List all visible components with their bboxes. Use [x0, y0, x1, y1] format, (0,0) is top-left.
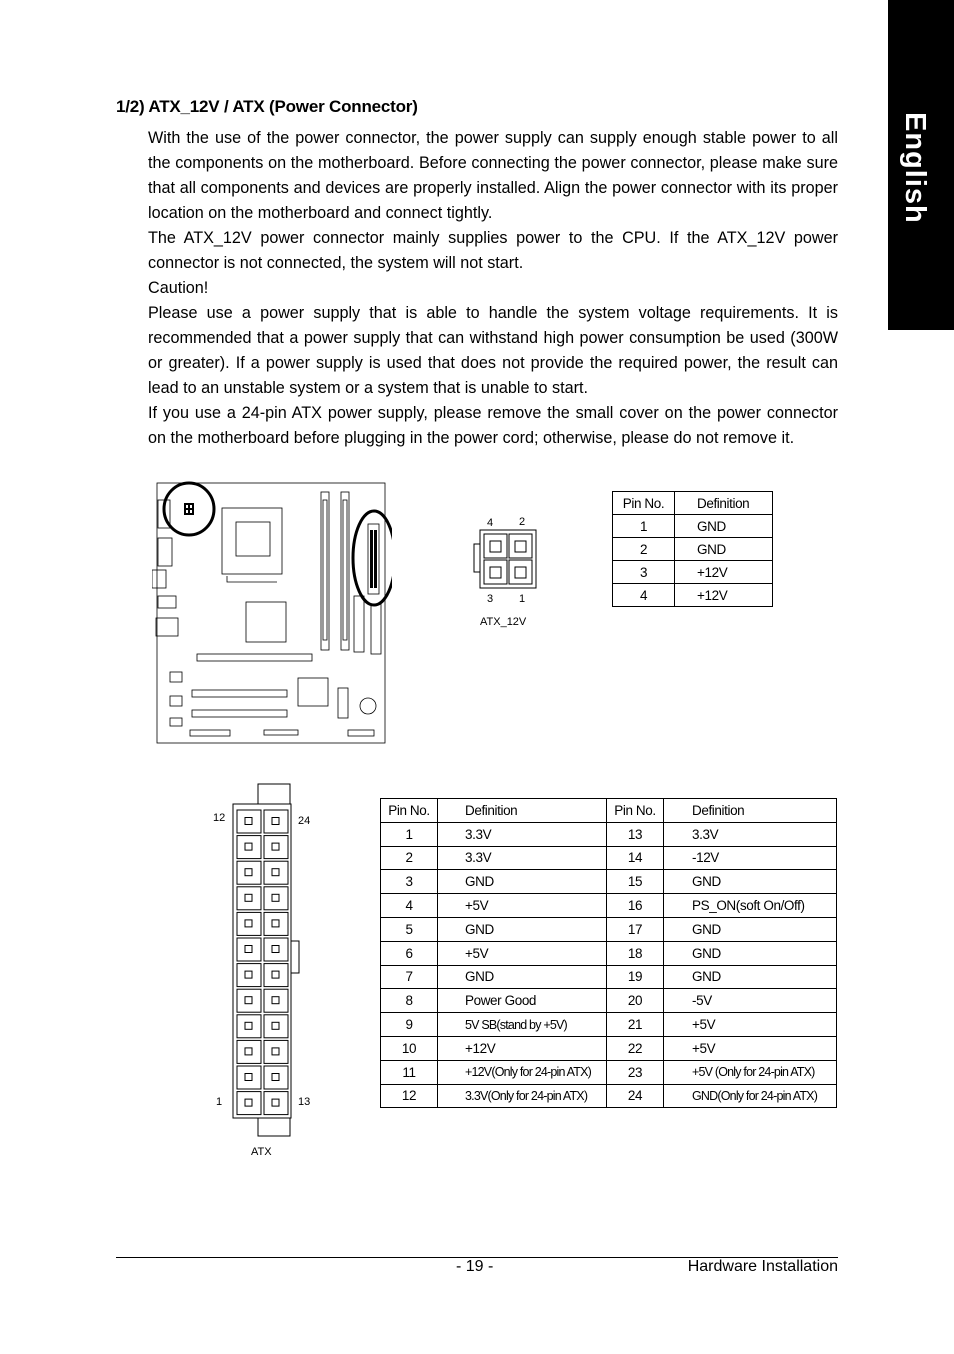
pin-number-cell: 14 — [607, 846, 664, 870]
atx-pin-hole — [245, 1074, 252, 1081]
table-row — [381, 941, 837, 965]
pin-definition-cell: +5V — [438, 894, 607, 918]
atx-pin-hole — [245, 946, 252, 953]
pin-definition-cell: GND — [664, 965, 837, 989]
atx-pin-hole — [272, 894, 279, 901]
pin-number-cell: 13 — [607, 822, 664, 846]
pin-definition-cell: 3.3V — [664, 822, 837, 846]
pin-definition-cell: GND — [438, 965, 607, 989]
atx-pin-cell — [237, 1040, 261, 1063]
pin-number-cell: 4 — [381, 894, 438, 918]
atx-connector-diagram — [205, 783, 315, 1143]
column-header: Definition — [664, 799, 837, 823]
pin-definition-cell: GND — [664, 941, 837, 965]
atx-pin-hole — [272, 1048, 279, 1055]
atx-pin-hole — [245, 894, 252, 901]
pin-definition-cell: GND — [675, 515, 773, 538]
atx12v-pin-label-1: 1 — [519, 593, 526, 605]
pin-definition-cell: GND(Only for 24-pin ATX) — [664, 1084, 837, 1108]
atx12v-label: ATX_12V — [480, 616, 527, 628]
paragraph-atx12v: The ATX_12V power connector mainly supplies power to the CPU. If the ATX_12V power connector is not connected, the system will not start. — [148, 229, 838, 272]
atx-pin-cell — [264, 912, 288, 935]
atx-pin-cell — [264, 1015, 288, 1038]
pin-number-cell: 8 — [381, 989, 438, 1013]
pin-definition-cell: +5V — [664, 1013, 837, 1037]
atx-pin-cell — [264, 938, 288, 961]
atx-pin-cell — [237, 836, 261, 859]
pin-number-cell: 20 — [607, 989, 664, 1013]
pin-number-cell: 17 — [607, 917, 664, 941]
pin-definition-cell: -5V — [664, 989, 837, 1013]
pin-definition-cell: +12V(Only for 24-pin ATX) — [438, 1060, 607, 1084]
atx-pin-cell — [264, 887, 288, 910]
pin-definition-cell: GND — [664, 917, 837, 941]
atx-pin-label-12: 12 — [213, 812, 226, 824]
table-row — [381, 917, 837, 941]
table-row — [381, 1013, 837, 1037]
table-row — [381, 894, 837, 918]
motherboard-diagram — [152, 478, 392, 748]
pin-definition-cell: 3.3V — [438, 846, 607, 870]
pin-number-cell: 2 — [381, 846, 438, 870]
column-header: Pin No. — [613, 492, 675, 515]
atx-pin-cell — [237, 989, 261, 1012]
atx-pin-table — [380, 798, 837, 1108]
pin-number-cell: 2 — [613, 538, 675, 561]
pin-definition-cell: 3.3V — [438, 822, 607, 846]
pin-number-cell: 19 — [607, 965, 664, 989]
atx-pin-cell — [264, 1040, 288, 1063]
pin-number-cell: 12 — [381, 1084, 438, 1108]
paragraph-power-supply: Please use a power supply that is able to handle the system voltage requirements. It is recommended that a power supply that can withstand high power consumption be used (300W or greater). If a power supply is used that does not provide the required power, the result can lead to an unstable system or a system that is unable to start. — [148, 304, 838, 397]
atx-pin-hole — [245, 997, 252, 1004]
pin-number-cell: 11 — [381, 1060, 438, 1084]
atx-pin-cell — [237, 938, 261, 961]
section-heading: 1/2) ATX_12V / ATX (Power Connector) — [116, 97, 418, 116]
pin-number-cell: 22 — [607, 1036, 664, 1060]
pin-number-cell: 21 — [607, 1013, 664, 1037]
column-header: Definition — [675, 492, 773, 515]
pin-number-cell: 23 — [607, 1060, 664, 1084]
atx-pin-hole — [272, 946, 279, 953]
atx-pin-hole — [245, 869, 252, 876]
atx12v-pin-label-2: 2 — [519, 516, 526, 528]
table-row — [613, 584, 773, 607]
pin-definition-cell: PS_ON(soft On/Off) — [664, 894, 837, 918]
atx-pin-hole — [245, 1099, 252, 1106]
atx-pin-hole — [245, 1048, 252, 1055]
atx-label: ATX — [251, 1146, 272, 1158]
pin-number-cell: 1 — [613, 515, 675, 538]
pin-number-cell: 10 — [381, 1036, 438, 1060]
atx-pin-hole — [245, 1022, 252, 1029]
atx-pin-cell — [264, 964, 288, 987]
atx-pin-hole — [245, 920, 252, 927]
atx12v-pin-label-3: 3 — [487, 593, 494, 605]
column-header: Pin No. — [381, 799, 438, 823]
atx-pin-cell — [264, 836, 288, 859]
pin-definition-cell: 5V SB(stand by +5V) — [438, 1013, 607, 1037]
atx-pin-hole — [245, 971, 252, 978]
pin-definition-cell: +5V — [438, 941, 607, 965]
pin-definition-cell: +12V — [675, 584, 773, 607]
pin-number-cell: 24 — [607, 1084, 664, 1108]
pin-definition-cell: -12V — [664, 846, 837, 870]
pin-number-cell: 3 — [613, 561, 675, 584]
pin-number-cell: 9 — [381, 1013, 438, 1037]
atx-pin-cell — [237, 810, 261, 833]
pin-number-cell: 7 — [381, 965, 438, 989]
table-row — [381, 965, 837, 989]
table-header-row — [381, 799, 837, 823]
table-row — [381, 1060, 837, 1084]
atx-pin-cell — [237, 964, 261, 987]
atx-pin-hole — [272, 869, 279, 876]
pin-number-cell: 15 — [607, 870, 664, 894]
pin-definition-cell: +5V — [664, 1036, 837, 1060]
table-row — [381, 822, 837, 846]
atx-pin-hole — [272, 920, 279, 927]
table-row — [381, 1036, 837, 1060]
atx-pin-cell — [237, 1092, 261, 1115]
table-row — [613, 515, 773, 538]
paragraph-24pin: If you use a 24-pin ATX power supply, please remove the small cover on the power connector on the motherboard before plugging in the power cord; otherwise, please do not remove it. — [148, 404, 838, 447]
paragraph-caution: Caution! — [148, 279, 209, 297]
atx-pin-cell — [264, 1066, 288, 1089]
pin-number-cell: 1 — [381, 822, 438, 846]
pin-number-cell: 16 — [607, 894, 664, 918]
pin-definition-cell: Power Good — [438, 989, 607, 1013]
pin-definition-cell: GND — [675, 538, 773, 561]
atx-pin-hole — [272, 1099, 279, 1106]
column-header: Pin No. — [607, 799, 664, 823]
page-number: - 19 - — [456, 1258, 494, 1275]
pin-definition-cell: GND — [438, 870, 607, 894]
atx-pin-label-24: 24 — [298, 815, 311, 827]
pin-definition-cell: +5V (Only for 24-pin ATX) — [664, 1060, 837, 1084]
atx-pin-cell — [237, 1066, 261, 1089]
pin-definition-cell: +12V — [438, 1036, 607, 1060]
pin-definition-cell: 3.3V(Only for 24-pin ATX) — [438, 1084, 607, 1108]
table-row — [613, 538, 773, 561]
atx-pin-cell — [264, 861, 288, 884]
atx-pin-hole — [272, 843, 279, 850]
section-body — [148, 126, 838, 451]
pin-definition-cell: GND — [664, 870, 837, 894]
footer-title: Hardware Installation — [687, 1258, 838, 1275]
table-header-row — [613, 492, 773, 515]
column-header: Definition — [438, 799, 607, 823]
atx-pin-hole — [245, 843, 252, 850]
atx-pin-cell — [264, 989, 288, 1012]
pin-definition-cell: GND — [438, 917, 607, 941]
atx12v-pin-table — [612, 491, 773, 607]
atx-pin-hole — [272, 971, 279, 978]
pin-number-cell: 4 — [613, 584, 675, 607]
atx-pin-cell — [264, 810, 288, 833]
paragraph-intro: With the use of the power connector, the power supply can supply enough stable power to all the components on the motherboard. Before connecting the power connector, please make sure that all components and devices are properly installed. Align the power connector with its proper location on the motherboard and connect tightly. — [148, 129, 838, 222]
language-tab — [888, 0, 954, 330]
atx12v-pin-label-4: 4 — [487, 517, 494, 529]
pin-number-cell: 5 — [381, 917, 438, 941]
atx-pin-cell — [237, 912, 261, 935]
table-row — [613, 561, 773, 584]
atx-pin-cell — [237, 1015, 261, 1038]
atx-pin-hole — [272, 997, 279, 1004]
pin-number-cell: 6 — [381, 941, 438, 965]
pin-definition-cell: +12V — [675, 561, 773, 584]
language-tab-label: English — [899, 112, 931, 224]
atx-pin-hole — [272, 818, 279, 825]
table-row — [381, 846, 837, 870]
pin-number-cell: 3 — [381, 870, 438, 894]
atx-pin-cell — [264, 1092, 288, 1115]
atx-pin-cell — [237, 887, 261, 910]
atx-pin-cell — [237, 861, 261, 884]
table-row — [381, 870, 837, 894]
pin-number-cell: 18 — [607, 941, 664, 965]
atx-pin-hole — [245, 818, 252, 825]
table-row — [381, 1084, 837, 1108]
atx-pin-label-13: 13 — [298, 1096, 311, 1108]
atx-pin-hole — [272, 1022, 279, 1029]
table-row — [381, 989, 837, 1013]
atx-pin-hole — [272, 1074, 279, 1081]
atx-pin-label-1: 1 — [216, 1096, 223, 1108]
